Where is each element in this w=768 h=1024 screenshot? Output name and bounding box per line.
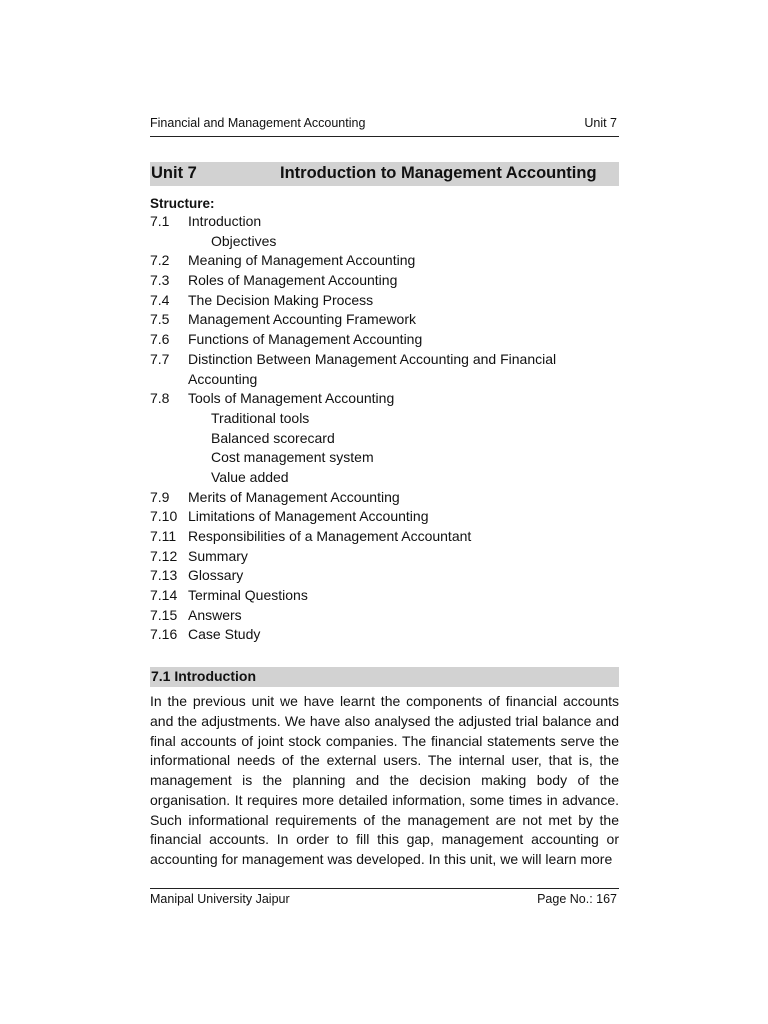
toc-item-continuation xyxy=(150,370,619,390)
toc-item-number: 7.9 xyxy=(150,488,170,505)
running-footer xyxy=(150,888,619,909)
toc-item xyxy=(150,291,619,311)
toc-item-number: 7.16 xyxy=(150,626,178,643)
toc-item-number: 7.12 xyxy=(150,547,178,564)
toc-item-text: Tools of Management Accounting xyxy=(188,390,395,407)
section-heading: 7.1 Introduction xyxy=(151,668,256,684)
toc-item xyxy=(150,271,619,291)
toc-item xyxy=(150,488,619,508)
toc-item-number: 7.7 xyxy=(150,350,170,367)
unit-number: Unit 7 xyxy=(151,164,197,182)
unit-title-bar xyxy=(150,162,619,186)
structure-heading: Structure: xyxy=(150,196,215,211)
toc-item xyxy=(150,527,619,547)
toc-item-number: 7.5 xyxy=(150,311,170,328)
header-course-title: Financial and Management Accounting xyxy=(150,116,366,130)
toc-item xyxy=(150,310,619,330)
toc-item xyxy=(150,212,619,232)
toc-item xyxy=(150,566,619,586)
toc-subitem xyxy=(150,448,619,468)
toc-item-text: Introduction xyxy=(188,213,262,229)
header-unit-label: Unit 7 xyxy=(584,116,617,130)
toc-item-text: Merits of Management Accounting xyxy=(188,488,400,505)
toc-item-number: 7.14 xyxy=(150,587,178,604)
section-heading-bar xyxy=(150,667,619,687)
toc-item-number: 7.1 xyxy=(150,213,170,229)
toc-item-number: 7.4 xyxy=(150,291,170,308)
footer-page-number: Page No.: 167 xyxy=(537,892,617,906)
toc-item-number: 7.10 xyxy=(150,508,178,525)
toc-item xyxy=(150,507,619,527)
toc-item-text: Objectives xyxy=(211,232,277,249)
toc-item xyxy=(150,606,619,626)
toc-item xyxy=(150,586,619,606)
toc-item-number: 7.15 xyxy=(150,606,178,623)
toc-item xyxy=(150,330,619,350)
toc-item-text: Functions of Management Accounting xyxy=(188,331,423,348)
introduction-paragraph: In the previous unit we have learnt the components of financial accounts and the adjustments. We have also analysed the adjusted trial balance and final accounts of joint stock companies. The financial statements serve the informational needs of the external users. The internal user, that is, the management is the planning and the decision making body of the organisation. It requires more detailed information, some times in advance. Such informational requirements of the management are not met by the financial accounts. In order to fill this gap, management accounting or accounting for management was developed. In this unit, we will learn more xyxy=(150,693,619,867)
toc-item-text: Traditional tools xyxy=(211,409,310,426)
toc-item-text: Summary xyxy=(188,547,248,564)
structure-list xyxy=(150,212,619,645)
toc-subitem xyxy=(150,409,619,429)
toc-item-text: Balanced scorecard xyxy=(211,429,335,446)
toc-item-text: Cost management system xyxy=(211,449,374,466)
unit-title: Introduction to Management Accounting xyxy=(280,164,597,182)
toc-item-text: The Decision Making Process xyxy=(188,291,374,308)
toc-item-number: 7.13 xyxy=(150,567,178,584)
toc-item-text: Terminal Questions xyxy=(188,587,308,604)
toc-subitem xyxy=(150,468,619,488)
toc-item-number: 7.11 xyxy=(150,528,177,544)
toc-subitem xyxy=(150,429,619,449)
toc-item-text: Case Study xyxy=(188,626,261,643)
toc-subitem xyxy=(150,232,619,252)
toc-item-number: 7.8 xyxy=(150,390,170,407)
toc-item xyxy=(150,547,619,567)
toc-item xyxy=(150,350,619,370)
toc-item-text: Responsibilities of a Management Accountant xyxy=(188,528,472,544)
document-page xyxy=(150,0,619,1024)
toc-item-text: Value added xyxy=(211,468,289,485)
toc-item xyxy=(150,251,619,271)
toc-item-text: Answers xyxy=(188,606,242,623)
toc-item xyxy=(150,389,619,409)
toc-item xyxy=(150,625,619,645)
running-header xyxy=(150,116,619,137)
toc-item-text: Management Accounting Framework xyxy=(188,311,416,328)
toc-item-text: Limitations of Management Accounting xyxy=(188,508,429,525)
toc-item-number: 7.2 xyxy=(150,252,170,269)
toc-item-text: Accounting xyxy=(188,370,258,387)
toc-item-number: 7.6 xyxy=(150,331,170,348)
toc-item-text: Roles of Management Accounting xyxy=(188,272,398,289)
toc-item-number: 7.3 xyxy=(150,272,170,289)
toc-item-text: Meaning of Management Accounting xyxy=(188,252,416,269)
toc-item-text: Glossary xyxy=(188,567,244,584)
footer-university: Manipal University Jaipur xyxy=(150,892,290,906)
toc-item-text: Distinction Between Management Accounting and Financial xyxy=(188,350,557,367)
